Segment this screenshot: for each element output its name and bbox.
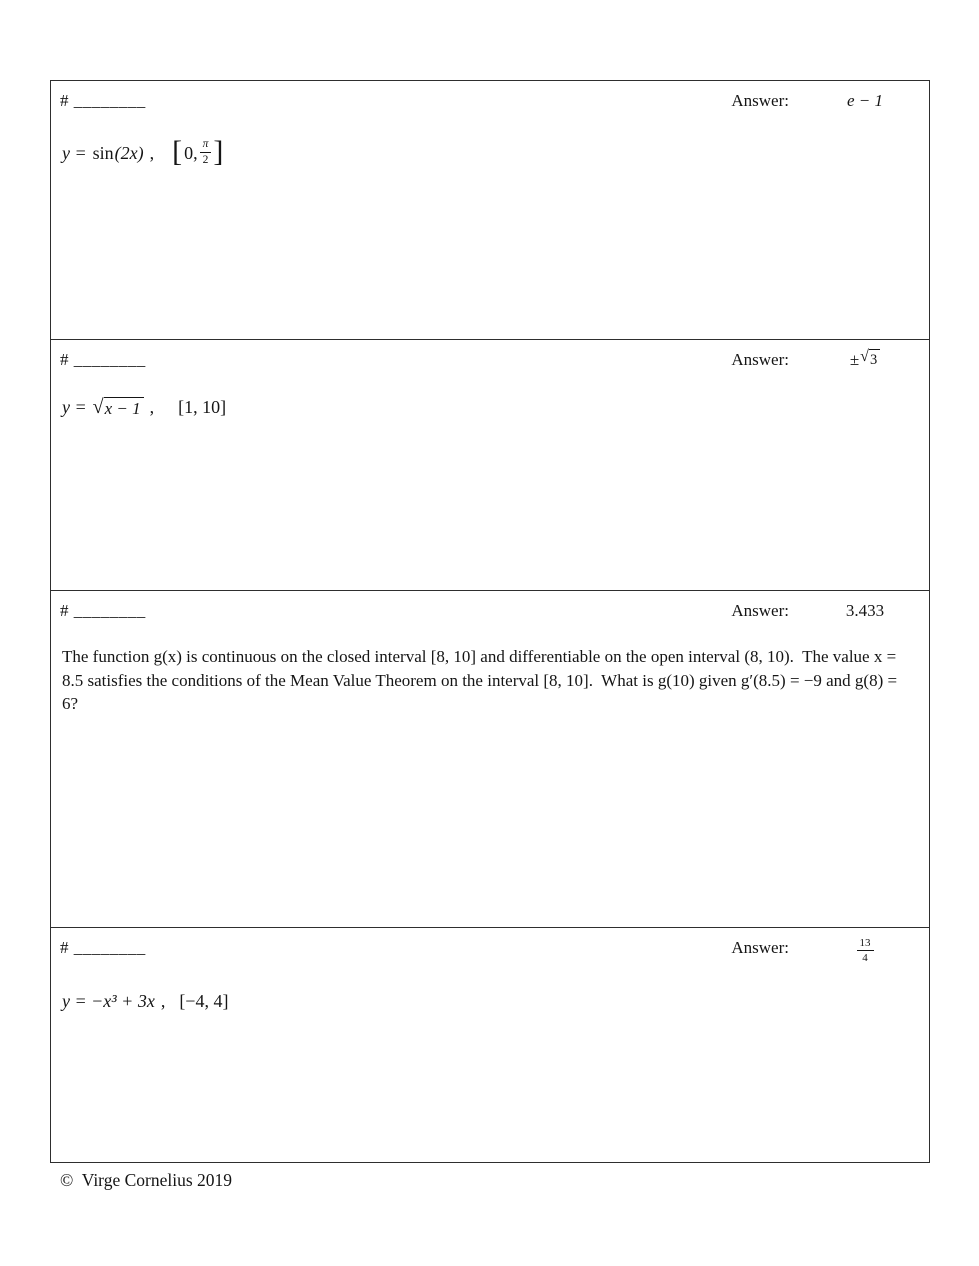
function-name: sin <box>92 142 114 163</box>
problem-3-header <box>60 600 911 621</box>
fraction <box>200 138 212 167</box>
fraction-denominator: 4 <box>862 952 868 965</box>
problem-1-header <box>60 90 911 111</box>
interval: [−4, 4] <box>179 991 229 1012</box>
problem-cell-2 <box>50 339 930 592</box>
bracket-close: ] <box>213 135 224 169</box>
answer-value: 3.433 <box>845 601 885 621</box>
plus-minus-sign: ± <box>849 349 860 369</box>
answer-group <box>731 937 911 965</box>
answer-group <box>731 600 911 621</box>
expression-lhs: y = <box>62 142 87 163</box>
radicand: 3 <box>869 349 880 369</box>
problem-expression <box>62 397 911 417</box>
answer-label: Answer: <box>731 601 789 621</box>
problem-number-blank: # ________ <box>60 91 146 110</box>
expression: y = −x³ + 3x <box>62 991 155 1012</box>
problem-expression <box>62 992 911 1010</box>
radical-sign: √ <box>860 347 869 365</box>
problem-cell-3 <box>50 590 930 928</box>
worksheet <box>50 80 930 1163</box>
radical-group <box>93 397 144 417</box>
answer-fraction <box>857 937 874 965</box>
expression-lhs: y = <box>62 396 87 417</box>
problem-2-header <box>60 349 911 370</box>
function-argument: (2x) <box>114 142 144 163</box>
answer-radical-group <box>850 349 880 370</box>
answer-label: Answer: <box>731 91 789 110</box>
answer-value <box>821 349 909 370</box>
radicand: x − 1 <box>104 397 144 417</box>
interval-start: 0, <box>184 142 198 163</box>
interval-group <box>172 135 224 169</box>
problem-number-blank: # ________ <box>60 937 146 957</box>
answer-label: Answer: <box>731 349 789 369</box>
separator-comma: , <box>149 142 155 163</box>
problem-cell-4 <box>50 927 930 1163</box>
problem-4-header <box>60 937 911 965</box>
fraction-denominator: 2 <box>202 154 209 167</box>
problem-statement: The function g(x) is continuous on the closed interval [8, 10] and differentiable on the open interval (8, 10). The value x = 8.5 satisfies the conditions of the Mean Value Theorem on the interval [8, 10]. What is g(10) given g′(8.5) = −9 and g(8) = 6? <box>62 647 906 713</box>
answer-label: Answer: <box>731 937 789 957</box>
interval: [1, 10] <box>178 396 227 417</box>
problem-cell-1 <box>50 80 930 340</box>
problem-number-blank: # ________ <box>60 601 146 621</box>
answer-group <box>731 90 911 111</box>
copyright-footer: © Virge Cornelius 2019 <box>60 1170 233 1190</box>
fraction-numerator: π <box>200 138 212 153</box>
answer-value: e − 1 <box>846 91 884 110</box>
radical-sign: √ <box>92 395 104 418</box>
answer-group <box>731 349 911 370</box>
fraction-numerator: 13 <box>857 937 874 952</box>
problem-expression <box>62 135 911 169</box>
bracket-open: [ <box>172 135 183 169</box>
answer-value <box>821 937 909 965</box>
problem-number-blank: # ________ <box>60 349 146 369</box>
separator-comma: , <box>160 991 166 1012</box>
separator-comma: , <box>149 396 155 417</box>
